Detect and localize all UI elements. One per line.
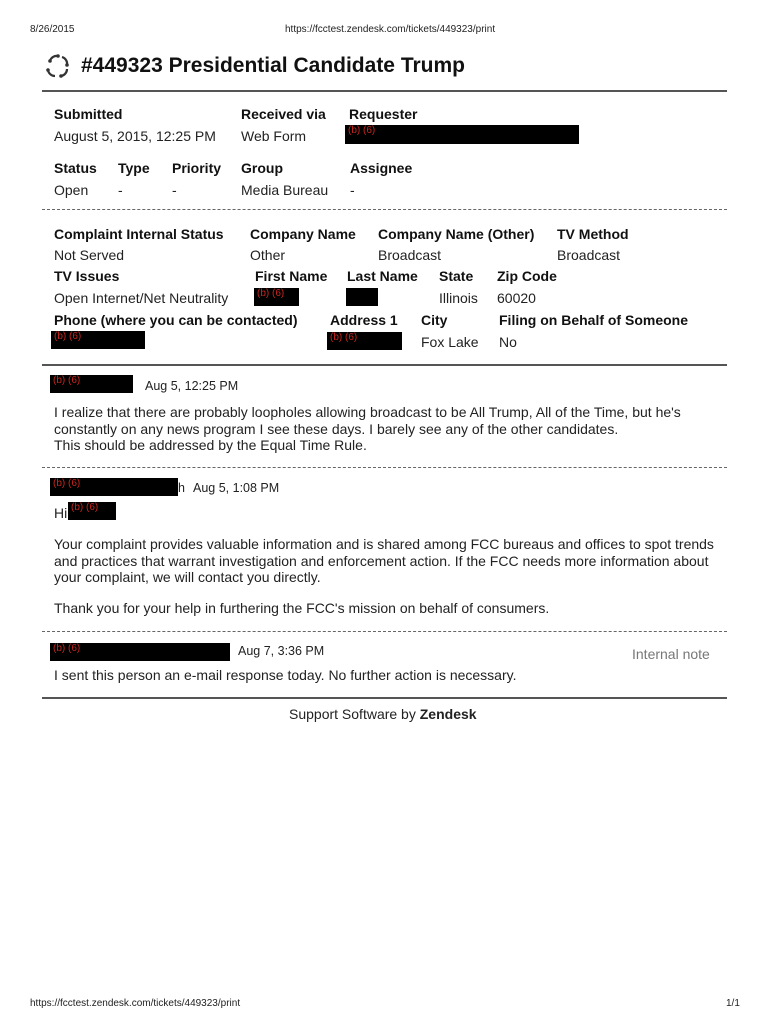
comment-author-tail: h [178, 481, 185, 495]
received-via-value: Web Form [241, 128, 307, 144]
internal-note-tag: Internal note [632, 646, 710, 662]
tv-issues-label: TV Issues [54, 268, 120, 284]
filing-behalf-value: No [499, 334, 517, 350]
comment-body: Thank you for your help in furthering the FCC's mission on behalf of consumers. [54, 600, 550, 616]
greeting-name-redaction: (b) (6) [68, 502, 116, 520]
comment-body: I realize that there are probably loopholes allowing broadcast to be All Trump, All of the Time, but he's constantly on any news program I see these days. I barely see any of the other candidates. [54, 404, 681, 437]
tv-issues-value: Open Internet/Net Neutrality [54, 290, 229, 306]
group-label: Group [241, 160, 283, 176]
fields-divider [42, 209, 727, 210]
first-name-label: First Name [255, 268, 328, 284]
phone-redaction: (b) (6) [51, 331, 145, 349]
powered-by [289, 706, 477, 722]
powered-by-brand: Zendesk [419, 706, 477, 722]
received-via-label: Received via [241, 106, 326, 122]
print-date: 8/26/2015 [30, 24, 75, 35]
tv-method-label: TV Method [557, 226, 629, 242]
address-label: Address 1 [330, 312, 398, 328]
last-name-label: Last Name [347, 268, 418, 284]
comment-author-redaction: (b) (6) [50, 478, 178, 496]
assignee-value: - [350, 182, 355, 198]
state-value: Illinois [439, 290, 478, 306]
comment-author-redaction: (b) (6) [50, 375, 133, 393]
comment-body: Your complaint provides valuable information and is shared among FCC bureaus and offices to spot trends and practices that warrant investigation and enforcement action. If the FCC needs more information about your complaint, we will contact you directly. [54, 536, 714, 585]
company-name-value: Other [250, 247, 286, 263]
title-divider [42, 90, 727, 92]
last-name-redaction [346, 288, 378, 306]
submitted-label: Submitted [54, 106, 123, 122]
powered-by-prefix: Support Software by [289, 706, 416, 722]
zip-code-value: 60020 [497, 290, 536, 306]
first-name-redaction: (b) (6) [254, 288, 299, 306]
comment-divider [42, 631, 727, 632]
zendesk-logo-icon [44, 53, 72, 79]
complaint-status-label: Complaint Internal Status [54, 226, 224, 242]
tv-method-value: Broadcast [557, 247, 621, 263]
ticket-title: #449323 Presidential Candidate Trump [81, 54, 465, 77]
footer-url: https://fcctest.zendesk.com/tickets/449323/print [30, 998, 241, 1009]
comment-body: This should be addressed by the Equal Time Rule. [54, 437, 367, 453]
city-value: Fox Lake [421, 334, 479, 350]
requester-redaction: (b) (6) [345, 125, 579, 144]
assignee-label: Assignee [350, 160, 413, 176]
comment-divider [42, 467, 727, 468]
footer-divider [42, 697, 727, 699]
page-number: 1/1 [726, 998, 740, 1009]
type-label: Type [118, 160, 150, 176]
comment-author-redaction: (b) (6) [50, 643, 230, 661]
comment-timestamp: Aug 5, 1:08 PM [193, 481, 280, 495]
status-value: Open [54, 182, 89, 198]
type-value: - [118, 182, 123, 198]
status-label: Status [54, 160, 97, 176]
comment-greeting: Hi [54, 505, 68, 521]
zip-code-label: Zip Code [497, 268, 557, 284]
company-name-other-label: Company Name (Other) [378, 226, 535, 242]
filing-behalf-label: Filing on Behalf of Someone [499, 312, 688, 328]
requester-label: Requester [349, 106, 418, 122]
priority-value: - [172, 182, 177, 198]
phone-label: Phone (where you can be contacted) [54, 312, 298, 328]
state-label: State [439, 268, 474, 284]
comments-divider [42, 364, 727, 366]
company-name-label: Company Name [250, 226, 356, 242]
comment-body: I sent this person an e-mail response today. No further action is necessary. [54, 667, 517, 683]
company-name-other-value: Broadcast [378, 247, 442, 263]
submitted-value: August 5, 2015, 12:25 PM [54, 128, 216, 144]
priority-label: Priority [172, 160, 222, 176]
comment-timestamp: Aug 5, 12:25 PM [145, 379, 239, 393]
complaint-status-value: Not Served [54, 247, 125, 263]
address-redaction: (b) (6) [327, 332, 402, 350]
group-value: Media Bureau [241, 182, 329, 198]
print-url: https://fcctest.zendesk.com/tickets/449323/print [285, 24, 496, 35]
comment-timestamp: Aug 7, 3:36 PM [238, 644, 325, 658]
city-label: City [421, 312, 448, 328]
